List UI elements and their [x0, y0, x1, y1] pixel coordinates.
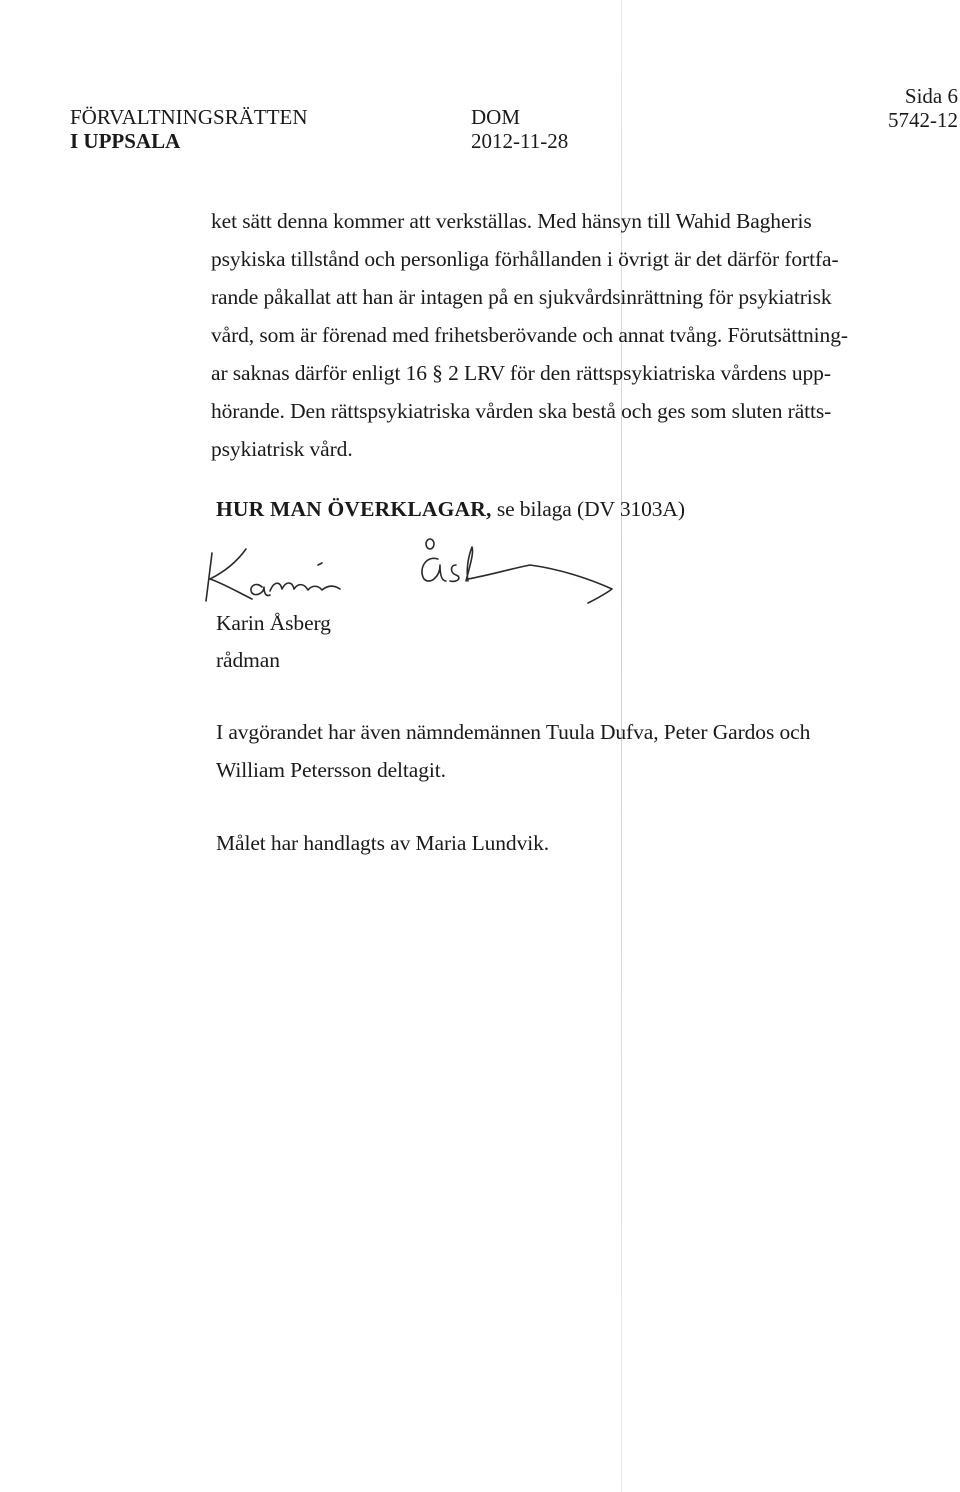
body-line: psykiska tillstånd och personliga förhållanden i övrigt är det därför fortfa-: [211, 247, 839, 271]
appeal-heading: HUR MAN ÖVERKLAGAR,: [216, 497, 492, 521]
court-name-line1: FÖRVALTNINGSRÄTTEN: [70, 105, 308, 129]
page-info: [888, 84, 958, 132]
body-line: ket sätt denna kommer att verkställas. Med hänsyn till Wahid Bagheris: [211, 209, 812, 233]
signatory-title: rådman: [216, 648, 280, 672]
handwritten-signature: [200, 535, 640, 615]
page-number: Sida 6: [904, 84, 958, 108]
case-number: 5742-12: [888, 108, 958, 132]
participants-line2: William Petersson deltagit.: [216, 758, 446, 782]
appeal-info: [216, 495, 685, 523]
court-name-line2: I UPPSALA: [70, 129, 181, 153]
body-paragraph: [211, 207, 848, 473]
body-line: psykiatrisk vård.: [211, 437, 353, 461]
body-line: hörande. Den rättspsykiatriska vården ska bestå och ges som sluten rätts-: [211, 399, 832, 423]
participants-line1: I avgörandet har även nämndemännen Tuula Dufva, Peter Gardos och: [216, 720, 811, 744]
document-date: 2012-11-28: [471, 129, 569, 153]
body-line: rande påkallat att han är intagen på en sjukvårdsinrättning för psykiatrisk: [211, 285, 832, 309]
document-type: DOM: [471, 105, 521, 129]
signatory-name: Karin Åsberg: [216, 611, 331, 635]
body-line: ar saknas därför enligt 16 § 2 LRV för den rättspsykiatriska vårdens upp-: [211, 361, 831, 385]
handled-by: Målet har handlagts av Maria Lundvik.: [216, 831, 550, 855]
court-name: [70, 105, 308, 153]
body-line: vård, som är förenad med frihetsberövande och annat tvång. Förutsättning-: [211, 323, 848, 347]
appeal-reference: se bilaga (DV 3103A): [491, 497, 685, 521]
document-type-block: [471, 105, 568, 153]
